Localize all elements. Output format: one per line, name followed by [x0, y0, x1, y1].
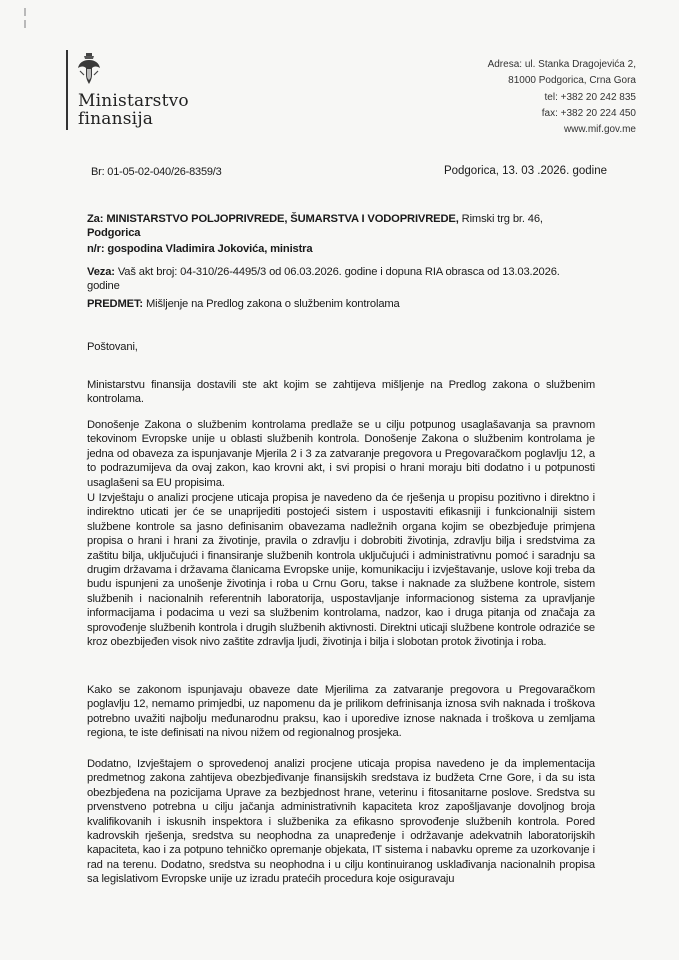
veza-label: Veza: — [87, 266, 115, 278]
fold-mark — [24, 8, 26, 16]
letterhead-rule — [66, 50, 68, 130]
tel-line: tel: +382 20 242 835 — [544, 91, 636, 103]
paragraph: Ministarstvu finansija dostavili ste akt kojim se zahtijeva mišljenje na Predlog zakona o službenim kontrolama. — [87, 379, 595, 406]
subject-block — [87, 297, 595, 311]
city-line: 81000 Podgorica, Crna Gora — [508, 75, 636, 87]
veza-text-line1: Vaš akt broj: 04-310/26-4495/3 od 06.03.2026. godine i dopuna RIA obrasca od 13.03.2026. — [117, 266, 560, 278]
fax-line: fax: +382 20 224 450 — [541, 107, 636, 119]
paragraph: Donošenje Zakona o službenim kontrolama predlaže se u cilju potpunog usaglašavanja sa pravnom tekovinom Evropske unije u oblasti službenih kontrola. Donošenje Zakona o službenim kontrolama je jedna od obaveza za ispunjavanje Mjerila 2 i 3 za zatvaranje pregovora u Pregovaračkom poglavlju 12, a to podrazumijeva da ovaj zakon, kao krovni akt, i svi propisi o hrani moraju biti dodatno i u potpunosti usaglašeni sa EU propisima. — [87, 419, 595, 489]
address-line: Adresa: ul. Stanka Dragojevića 2, — [487, 59, 636, 70]
web-line: www.mif.gov.me — [563, 124, 636, 136]
recipient-city: Podgorica — [87, 227, 141, 240]
za-label: Za: — [87, 213, 104, 225]
paragraph: Kako se zakonom ispunjavaju obaveze date Mjerilima za zatvaranje pregovora u Pregovaračkom poglavlju 12, nemamo primjedbi, uz napomenu da je prilikom defrinisanja iznosa svih naknada i troškova potrebno uvažiti najbolju međunarodnu praksu, kao i uporedive iznose naknada i troškova u zemljama regiona, te iste definisati na nivou nižem od regionalnog prosjeka. — [87, 684, 595, 740]
salutation: Poštovani, — [87, 341, 138, 353]
subject-label: PREDMET: — [87, 298, 143, 310]
recipient-block — [87, 212, 597, 241]
letter-date: Podgorica, 13. 03 .2026. godine — [443, 165, 607, 177]
paragraph: Dodatno, Izvještajem o sprovedenoj analizi procjene uticaja propisa navedeno je da implementacija predmetnog zakona zahtijeva obezbjeđivanje finansijskih sredstava iz budžeta Crne Gore, i da su ista obezbjeđena na pozicijama Uprave za bezbjednost hrane, veterinu i fitosanitarne poslove. Sredstva su prvenstveno potrebna u cilju jačanja administrativnih kapaciteta kroz zapošljavanje dovoljnog broja kvalifikovanih i iskusnih inspektora i službenika za efikasno sprovođenje službenih kontrola. Pored kadrovskih rješenja, sredstva su neophodna za unapređenje i održavanje adekvatnih laboratorijskih kapaciteta, kao i za potpuno tehničko opremanje objekata, IT sistema i nabavku opreme za uzorkovanje i rad na terenu. Dodatno, sredstva su neophodna i u cilju kontinuiranog usklađivanja nacionalnih propisa sa legislativom Evropske unije uz izradu pratećih procedura koje osiguravaju — [87, 758, 595, 886]
ministry-name-line1: Ministarstvo — [78, 91, 189, 111]
paragraph: U Izvještaju o analizi procjene uticaja propisa je navedeno da će rješenja u propisu pozitivno i direktno i indirektno uticati jer će se unaprijediti postojeći sistem i uspostaviti efikasniji i funkcionalniji sistem službene kontrole sa jasno definisanim obavezama nadležnih organa kojim se obezbjeđuje primjena propisa o hrani i hrani za životinje, pravila o zdravlju i dobrobiti životinja, zdravlju bilja i sredstvima za zaštitu bilja, uključujući i finansiranje službenih kontrola uključujući i administrativnu pomoć i saradnju sa drugim državama i državama članicama Evropske unije, komunikaciju i izvještavanje, uslove koji treba da budu ispunjeni za unošenje životinja i roba u Crnu Goru, takse i naknade za službene kontrole, sistem službenih i nacionalnih referentnih laboratorija, uspostavljanje informacionog sistema za upravljanje informacijama i podacima u vezi sa službenim kontrolama, nadzor, kao i druga pitanja od značaja za sprovođenje službenih kontrola i drugih službenih aktivnosti. Direktni uticaji službene kontrole odraziće se kroz obezbijeđen visok nivo zaštite zdravlja ljudi, životinja i bilja i slobotan protok životinja i roba. — [87, 492, 595, 649]
veza-block — [87, 265, 595, 294]
subject-text: Mišljenje na Predlog zakona o službenim kontrolama — [145, 298, 400, 310]
recipient-name: MINISTARSTVO POLJOPRIVREDE, ŠUMARSTVA I VODOPRIVREDE, — [106, 213, 459, 225]
reference-number: Br: 01-05-02-040/26-8359/3 — [91, 166, 222, 178]
veza-text-line2: godine — [87, 280, 120, 293]
ministry-name — [78, 92, 189, 128]
contact-block — [488, 57, 636, 138]
ministry-name-line2: finansija — [78, 109, 154, 129]
fold-mark — [24, 20, 26, 28]
nr-label: n/r: — [87, 243, 105, 255]
recipient-address: Rimski trg br. 46, — [461, 213, 543, 225]
montenegro-coat-of-arms-icon — [76, 51, 102, 87]
attention-person: gospodina Vladimira Jokovića, ministra — [107, 243, 313, 255]
attention-block — [87, 242, 595, 256]
